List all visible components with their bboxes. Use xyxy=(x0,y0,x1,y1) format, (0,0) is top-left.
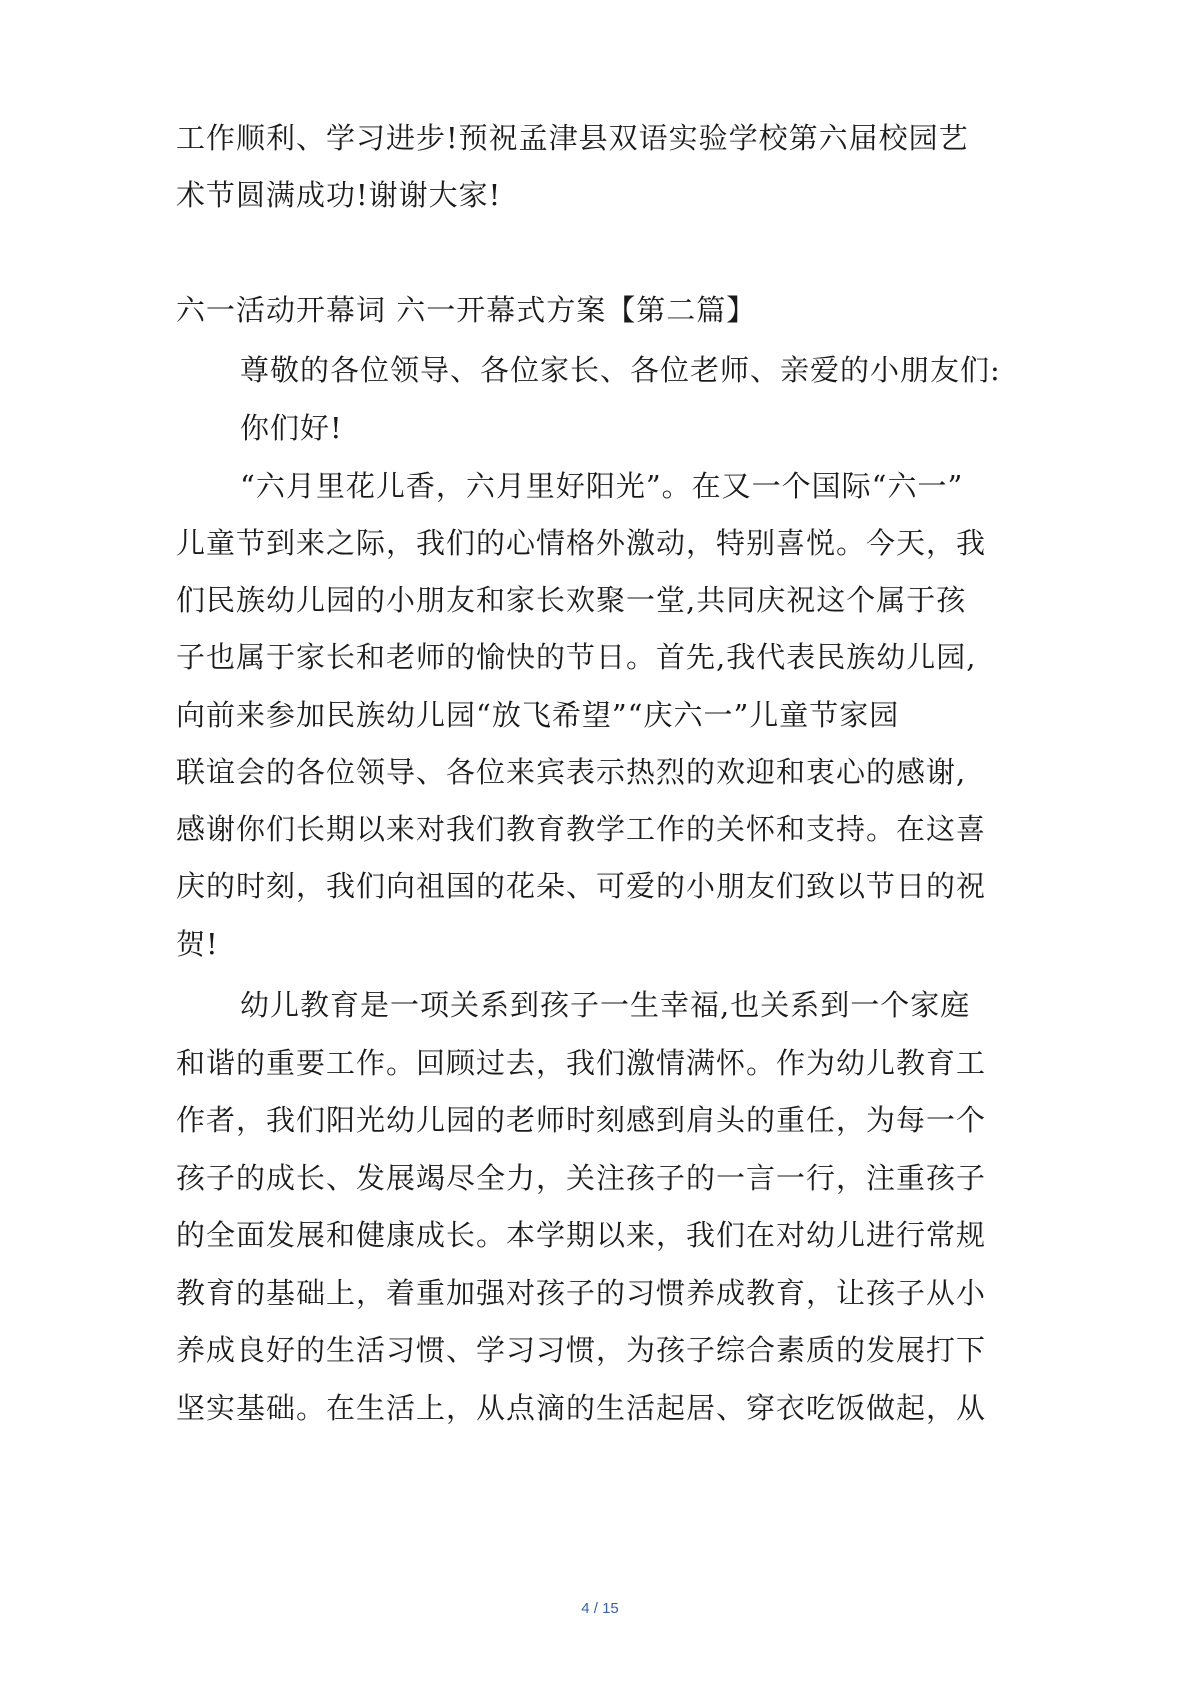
text-line: 联谊会的各位领导、各位来宾表示热烈的欢迎和衷心的感谢, xyxy=(176,755,967,789)
text-line: 和谐的重要工作。回顾过去，我们激情满怀。作为幼儿教育工 xyxy=(176,1046,987,1080)
text-line: 子也属于家长和老师的愉快的节日。首先,我代表民族幼儿园, xyxy=(176,640,977,674)
page-number: 4 / 15 xyxy=(581,1600,619,1617)
greeting-line: 你们好! xyxy=(240,411,343,445)
text-line: 养成良好的生活习惯、学习习惯，为孩子综合素质的发展打下 xyxy=(176,1333,987,1367)
text-line: 感谢你们长期以来对我们教育教学工作的关怀和支持。在这喜 xyxy=(176,812,987,846)
text-line: 的全面发展和健康成长。本学期以来，我们在对幼儿进行常规 xyxy=(176,1218,987,1252)
greeting-line: 尊敬的各位领导、各位家长、各位老师、亲爱的小朋友们: xyxy=(240,353,1001,387)
text-line: 贺! xyxy=(176,927,219,961)
text-line: 幼儿教育是一项关系到孩子一生幸福,也关系到一个家庭 xyxy=(240,988,971,1022)
text-line: 教育的基础上，着重加强对孩子的习惯养成教育，让孩子从小 xyxy=(176,1276,987,1310)
text-line: “六月里花儿香，六月里好阳光”。在又一个国际“六一” xyxy=(240,469,964,503)
text-line: 工作顺利、学习进步!预祝孟津县双语实验学校第六届校园艺 xyxy=(176,121,969,155)
text-line: 向前来参加民族幼儿园“放飞希望”“庆六一”儿童节家园 xyxy=(176,698,900,732)
text-line: 庆的时刻，我们向祖国的花朵、可爱的小朋友们致以节日的祝 xyxy=(176,869,987,903)
text-line: 孩子的成长、发展竭尽全力，关注孩子的一言一行，注重孩子 xyxy=(176,1161,987,1195)
text-line: 作者，我们阳光幼儿园的老师时刻感到肩头的重任，为每一个 xyxy=(176,1103,987,1137)
text-line: 术节圆满成功!谢谢大家! xyxy=(176,178,502,212)
section-heading: 六一活动开幕词 六一开幕式方案【第二篇】 xyxy=(176,293,757,327)
text-line: 儿童节到来之际，我们的心情格外激动，特别喜悦。今天，我 xyxy=(176,526,987,560)
text-line: 们民族幼儿园的小朋友和家长欢聚一堂,共同庆祝这个属于孩 xyxy=(176,583,967,617)
text-line: 坚实基础。在生活上，从点滴的生活起居、穿衣吃饭做起，从 xyxy=(176,1391,987,1425)
